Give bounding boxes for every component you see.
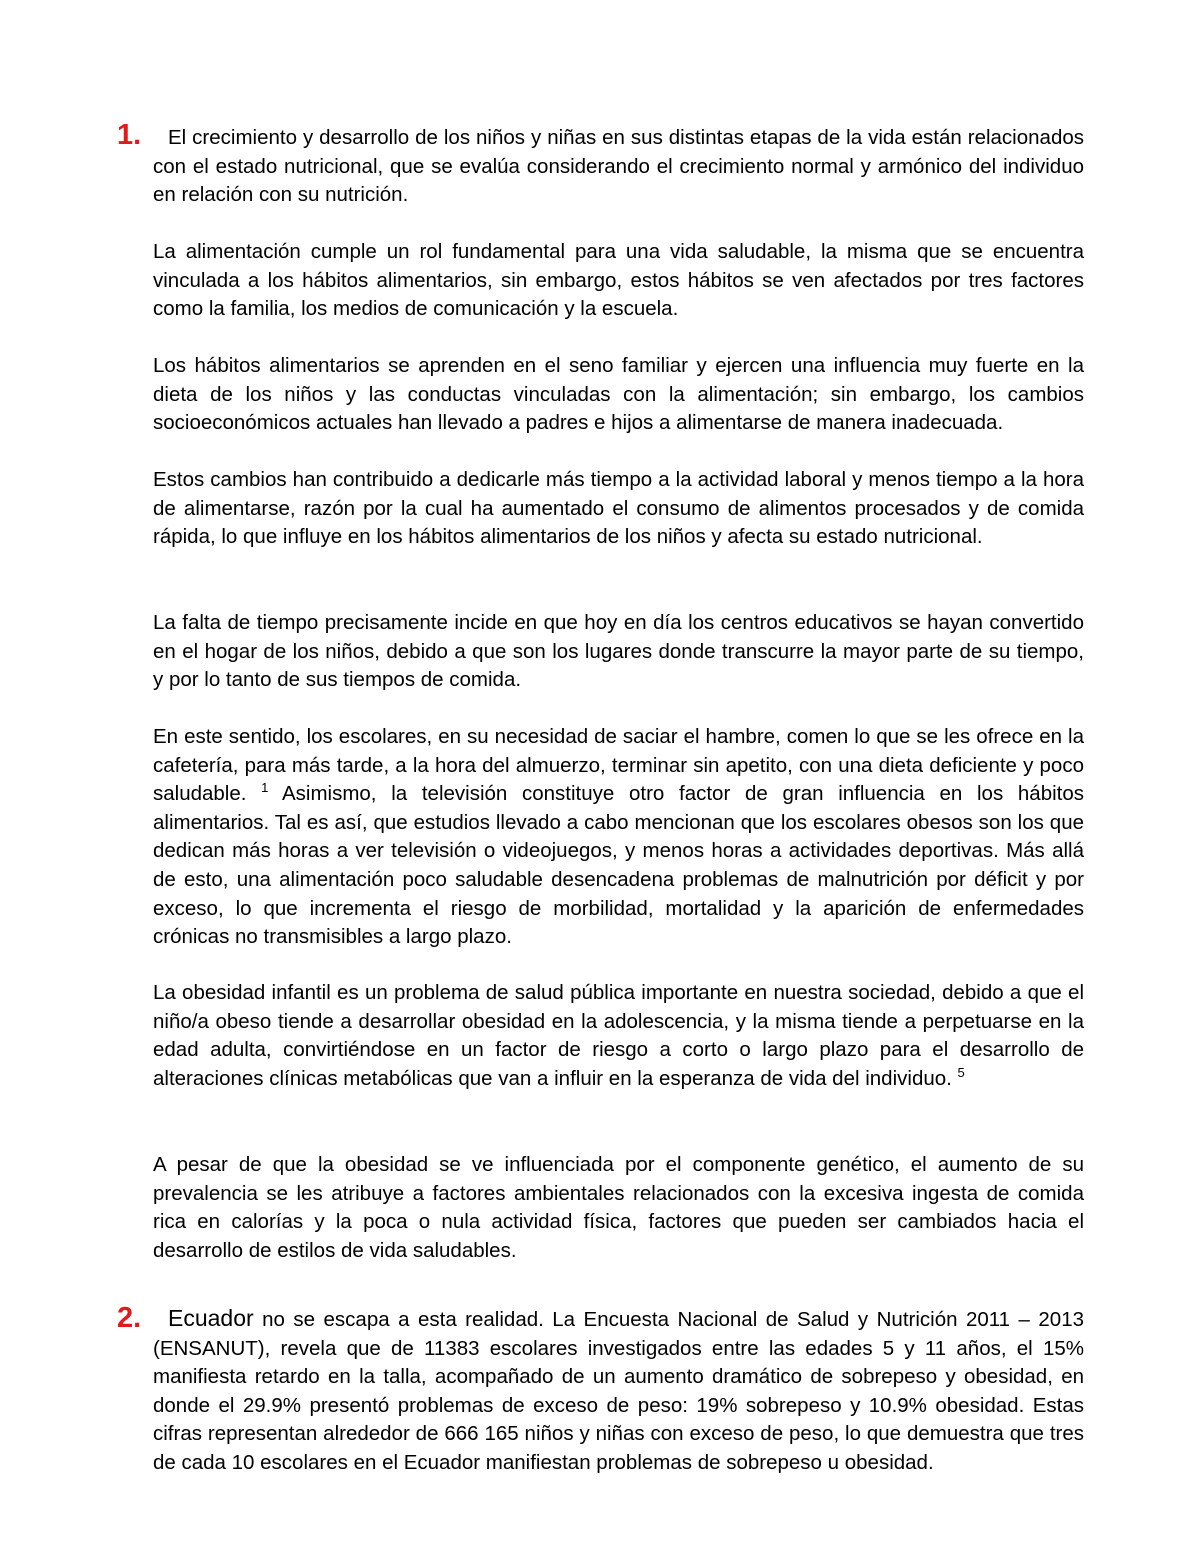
paragraph-text: A pesar de que la obesidad se ve influenciada por el componente genético, el aumento de su prevalencia se les atribuye a factores ambientales relacionados con la excesiva ingesta de comida rica en calorías y la poca o nula actividad física, factores que pueden ser cambiados hacia el desarrollo de estilos de vida saludables. <box>153 1153 1084 1262</box>
paragraph-8 <box>153 1151 1084 1265</box>
paragraph-text: Estos cambios han contribuido a dedicarle más tiempo a la actividad laboral y menos tiempo a la hora de alimentarse, razón por la cual ha aumentado el consumo de alimentos procesados y de comida rápida, lo que influye en los hábitos alimentarios de los niños y afecta su estado nutricional. <box>153 468 1084 549</box>
section-number-1: 1. <box>117 119 142 151</box>
footnote-ref-1: 1 <box>261 780 269 796</box>
paragraph-6-part-a: En este sentido, los escolares, en su necesidad de saciar el hambre, comen lo que se les ofrece en la cafetería, para más tarde, a la hora del almuerzo, terminar sin apetito, con una dieta deficiente y poco saludable. <box>153 725 1084 806</box>
paragraph-section-2 <box>153 1304 1084 1478</box>
paragraph-6-part-b: Asimismo, la televisión constituye otro factor de gran influencia en los hábitos alimentarios. Tal es así, que estudios llevado a cabo mencionan que los escolares obesos son los que dedican más horas a ver televisión o videojuegos, y menos horas a actividades deportivas. Más allá de esto, una alimentación poco saludable desencadena problemas de malnutrición por déficit y por exceso, lo que incrementa el riesgo de morbilidad, mortalidad y la aparición de enfermedades crónicas no transmisibles a largo plazo. <box>153 782 1084 949</box>
paragraph-1 <box>153 124 1084 210</box>
paragraph-7-part-a: La obesidad infantil es un problema de salud pública importante en nuestra sociedad, debido a que el niño/a obeso tiende a desarrollar obesidad en la adolescencia, y la misma tiende a perpetuarse en la edad adulta, convirtiéndose en un factor de riesgo a corto o largo plazo para el desarrollo de alteraciones clínicas metabólicas que van a influir en la esperanza de vida del individuo. <box>153 981 1084 1090</box>
paragraph-text: Los hábitos alimentarios se aprenden en el seno familiar y ejercen una influencia muy fuerte en la dieta de los niños y las conductas vinculadas con la alimentación; sin embargo, los cambios socioeconómicos actuales han llevado a padres e hijos a alimentarse de manera inadecuada. <box>153 354 1084 435</box>
paragraph-section-2-body: no se escapa a esta realidad. La Encuesta Nacional de Salud y Nutrición 2011 – 2013 (ENSANUT), revela que de 11383 escolares investigados entre las edades 5 y 11 años, el 15% manifiesta retardo en la talla, acompañado de un aumento dramático de sobrepeso y obesidad, en donde el 29.9% presentó problemas de exceso de peso: 19% sobrepeso y 10.9% obesidad. Estas cifras representan alrededor de 666 165 niños y niñas con exceso de peso, lo que demuestra que tres de cada 10 escolares en el Ecuador manifiestan problemas de sobrepeso u obesidad. <box>153 1308 1084 1474</box>
paragraph-6 <box>153 723 1084 952</box>
paragraph-text: El crecimiento y desarrollo de los niños y niñas en sus distintas etapas de la vida están relacionados con el estado nutricional, que se evalúa considerando el crecimiento normal y armónico del individuo en relación con su nutrición. <box>153 126 1084 207</box>
lead-word: Ecuador <box>168 1305 254 1331</box>
paragraph-text: La alimentación cumple un rol fundamental para una vida saludable, la misma que se encuentra vinculada a los hábitos alimentarios, sin embargo, estos hábitos se ven afectados por tres factores como la familia, los medios de comunicación y la escuela. <box>153 240 1084 321</box>
paragraph-text <box>153 979 1084 1093</box>
paragraph-2 <box>153 238 1084 324</box>
paragraph-3 <box>153 352 1084 438</box>
paragraph-text <box>153 723 1084 952</box>
footnote-ref-5: 5 <box>957 1064 965 1080</box>
section-number-2: 2. <box>117 1302 142 1334</box>
paragraph-7 <box>153 979 1084 1093</box>
paragraph-4 <box>153 466 1084 552</box>
paragraph-text: La falta de tiempo precisamente incide en que hoy en día los centros educativos se hayan convertido en el hogar de los niños, debido a que son los lugares donde transcurre la mayor parte de su tiempo, y por lo tanto de sus tiempos de comida. <box>153 611 1084 692</box>
paragraph-text <box>153 1304 1084 1478</box>
paragraph-5 <box>153 609 1084 695</box>
